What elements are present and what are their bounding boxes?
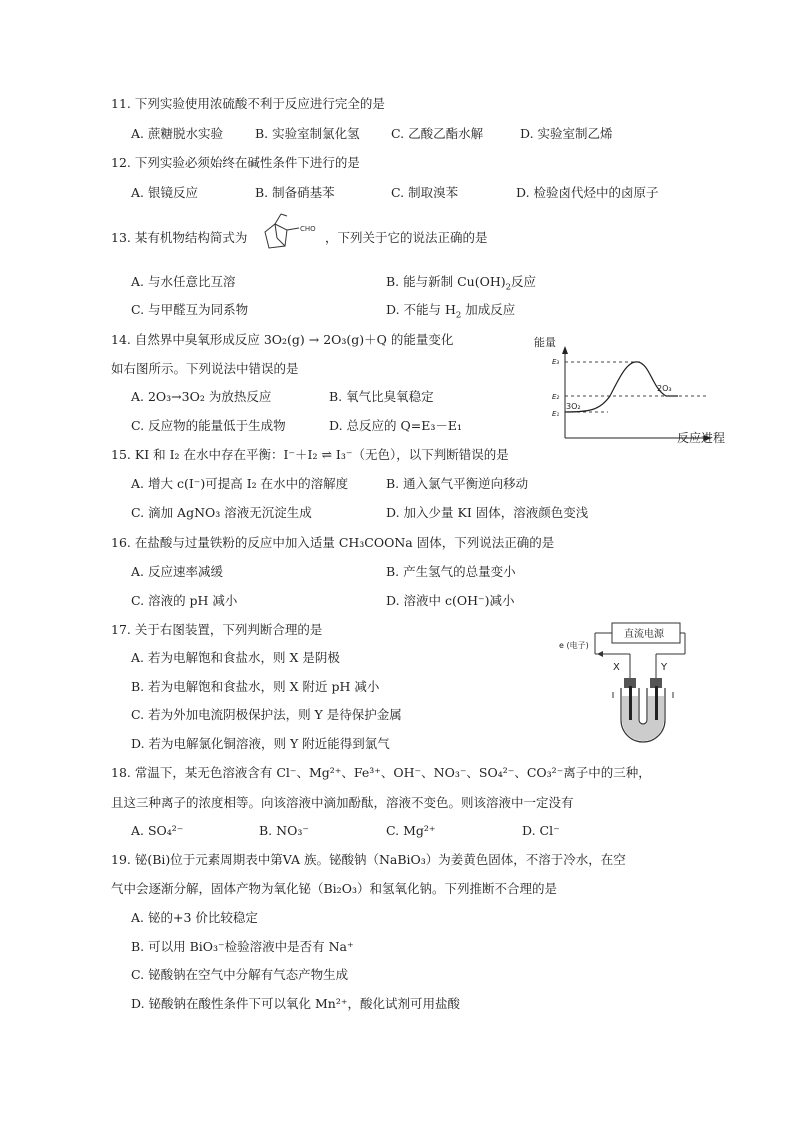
q16-option-a: A. 反应速率减缓 <box>131 564 223 579</box>
q16-option-c: C. 溶液的 pH 减小 <box>131 593 238 608</box>
q13-stem-start: 13. 某有机物结构简式为 <box>111 230 248 245</box>
q13-option-b: B. 能与新制 $Cu(OH)_2$反应 <box>386 274 537 293</box>
q19-option-c: C. 铋酸钠在空气中分解有气态产物生成 <box>131 967 349 982</box>
q12-option-a: A. 银镜反应 <box>131 185 198 200</box>
q19-option-a: A. 铋的+3 价比较稳定 <box>131 910 258 925</box>
q19-stem-line2: 气中会逐渐分解，固体产物为氧化铋（Bi₂O₃）和氢氧化钠。下列推断不合理的是 <box>111 881 557 896</box>
q11-option-c: C. 乙酸乙酯水解 <box>391 126 484 141</box>
electron-label: e (电子) <box>559 641 589 650</box>
q18-option-b: B. NO₃⁻ <box>259 823 309 838</box>
q17-stem: 17. 关于右图装置，下列判断合理的是 <box>111 622 323 637</box>
q11-option-a: A. 蔗糖脱水实验 <box>131 126 223 141</box>
q13-stem-end: ，下列关于它的说法正确的是 <box>325 230 488 245</box>
q15-stem: 15. KI 和 I₂ 在水中存在平衡：I⁻＋I₂ ⇌ I₃⁻（无色），以下判断错误的是 <box>111 447 509 462</box>
q14-option-c: C. 反应物的能量低于生成物 <box>131 418 286 433</box>
q14-option-a: A. 2O₃→3O₂ 为放热反应 <box>131 389 272 404</box>
q14-stem-line1: 14. 自然界中臭氧形成反应 3O₂(g) → 2O₃(g)＋Q 的能量变化 <box>111 332 454 347</box>
q11-option-b: B. 实验室制氯化氢 <box>255 126 360 141</box>
energy-axis-arrow <box>562 346 568 354</box>
q14-stem-line2: 如右图所示。下列说法中错误的是 <box>111 361 299 376</box>
q16-stem: 16. 在盐酸与过量铁粉的反应中加入适量 CH₃COONa 固体，下列说法正确的是 <box>111 535 555 550</box>
q14-option-d: D. 总反应的 Q=E₃－E₁ <box>329 418 462 433</box>
q18-stem-line2: 且这三种离子的浓度相等。向该溶液中滴加酚酞，溶液不变色。则该溶液中一定没有 <box>111 795 574 810</box>
q16-option-d: D. 溶液中 c(OH⁻)减小 <box>386 593 515 608</box>
bridge-bond-2 <box>277 238 285 246</box>
q19-stem-line1: 19. 铋(Bi)位于元素周期表中第VA 族。铋酸钠（NaBiO₃）为姜黄色固体，不溶于冷水，在空 <box>111 852 626 867</box>
q17-electrolysis-figure <box>555 620 695 750</box>
methyl-bond-1 <box>275 214 281 224</box>
q17-option-c: C. 若为外加电流阴极保护法，则 Y 是待保护金属 <box>131 707 402 722</box>
q11-stem: 11. 下列实验使用浓硫酸不利于反应进行完全的是 <box>111 96 385 111</box>
e1-label: E₁ <box>552 410 560 418</box>
q13-structure-figure <box>257 210 325 260</box>
energy-axis-label: 能量 <box>534 336 556 349</box>
q15-option-d: D. 加入少量 KI 固体，溶液颜色变浅 <box>386 505 589 520</box>
q15-option-c: C. 滴加 AgNO₃ 溶液无沉淀生成 <box>131 505 312 520</box>
progress-axis-text: 反应进程 <box>677 431 726 445</box>
q19-option-b: B. 可以用 BiO₃⁻检验溶液中是否有 Na⁺ <box>131 939 354 954</box>
cho-bond <box>287 228 299 230</box>
q12-stem: 12. 下列实验必须始终在碱性条件下进行的是 <box>111 155 360 170</box>
q17-option-b: B. 若为电解饱和食盐水，则 X 附近 pH 减小 <box>131 679 380 694</box>
q12-option-b: B. 制备硝基苯 <box>255 185 335 200</box>
q12-option-c: C. 制取溴苯 <box>391 185 459 200</box>
electrode-x <box>629 686 632 720</box>
q17-option-d: D. 若为电解氯化铜溶液，则 Y 附近能得到氯气 <box>131 736 390 751</box>
q16-option-b: B. 产生氢气的总量变小 <box>386 564 516 579</box>
reactant-label: 3O₂ <box>566 402 581 411</box>
e3-label: E₃ <box>552 358 560 366</box>
q18-option-c: C. Mg²⁺ <box>386 823 436 838</box>
cho-label: CHO <box>300 225 316 233</box>
e2-label: E₂ <box>552 393 560 401</box>
q13-option-a: A. 与水任意比互溶 <box>131 274 236 289</box>
q15-option-b: B. 通入氯气平衡逆向移动 <box>386 476 529 491</box>
product-label: 2O₃ <box>657 384 672 393</box>
power-supply-label: 直流电源 <box>624 629 664 640</box>
q19-option-d: D. 铋酸钠在酸性条件下可以氧化 Mn²⁺，酸化试剂可用盐酸 <box>131 996 460 1011</box>
q12-option-d: D. 检验卤代烃中的卤原子 <box>516 185 659 200</box>
q11-option-d: D. 实验室制乙烯 <box>520 126 613 141</box>
q18-option-a: A. SO₄²⁻ <box>131 823 184 838</box>
q17-option-a: A. 若为电解饱和食盐水，则 X 是阴极 <box>131 650 340 665</box>
electrode-x-label: X <box>613 662 620 673</box>
electron-arrow <box>597 651 603 657</box>
electrode-y-label: Y <box>661 662 668 673</box>
bridge-bond <box>275 224 277 238</box>
q18-option-d: D. Cl⁻ <box>522 823 560 838</box>
u-tube-inner <box>639 688 647 724</box>
electrode-y <box>655 686 658 720</box>
q13-option-d: D. 不能与 $H_2$ 加成反应 <box>386 302 516 321</box>
q15-option-a: A. 增大 c(I⁻)可提高 I₂ 在水中的溶解度 <box>131 476 349 491</box>
q18-stem-line1: 18. 常温下，某无色溶液含有 Cl⁻、Mg²⁺、Fe³⁺、OH⁻、NO₃⁻、SO₄²⁻、CO₃²⁻离子中的三种， <box>111 765 651 780</box>
q13-option-c: C. 与甲醛互为同系物 <box>131 302 249 317</box>
methyl-bond-2 <box>281 214 287 216</box>
q14-option-b: B. 氧气比臭氧稳定 <box>329 389 434 404</box>
